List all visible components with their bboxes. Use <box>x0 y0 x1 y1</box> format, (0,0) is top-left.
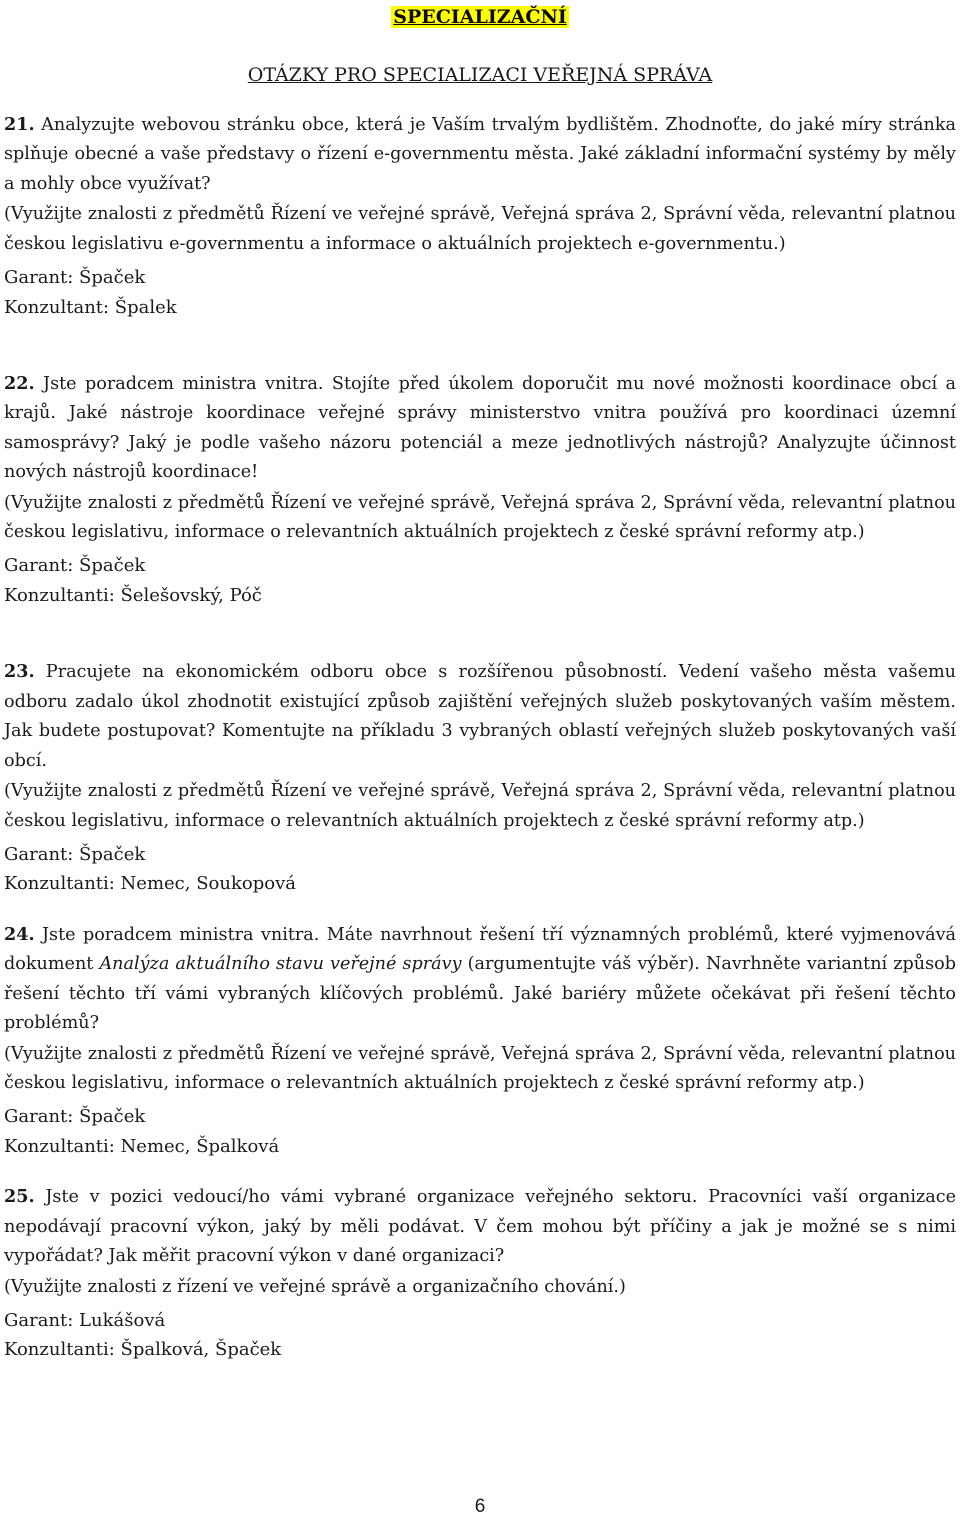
question-note: (Využijte znalosti z předmětů Řízení ve veřejné správě, Veřejná správa 2, Správní věda, relevantní platnou českou legislativu, informace o relevantních aktuálních projektech z české správní reformy atp.) <box>4 781 956 831</box>
garant-line: Garant: Špaček <box>4 555 146 577</box>
question-body-continued: (argumentujte váš výběr). Navrhněte variantní způsob řešení těchto tří vámi vybraných klíčových problémů. Jaké bariéry můžete očekávat při řešení těchto problémů? <box>4 954 957 1034</box>
konzultant-line: Konzultanti: Nemec, Špalková <box>4 1135 280 1157</box>
page-number: 6 <box>474 1496 486 1517</box>
question-text <box>4 920 956 1039</box>
garant-line: Garant: Lukášová <box>4 1309 166 1331</box>
question-body: Analyzujte webovou stránku obce, která je Vaším trvalým bydlištěm. Zhodnoťte, do jaké míry stránka splňuje obecné a vaše představy o řízení e-governmentu města. Jaké základní informační systémy by měly a mohly obce využívat? <box>4 115 956 194</box>
document-subtitle: OTÁZKY PRO SPECIALIZACI VEŘEJNÁ SPRÁVA <box>247 64 713 86</box>
konzultant-line: Konzultanti: Šelešovský, Póč <box>4 584 262 606</box>
question-number: 25. <box>4 1186 35 1208</box>
document-title <box>4 6 956 34</box>
question-text <box>4 110 956 199</box>
konzultant-line: Konzultanti: Špalková, Špaček <box>4 1339 282 1361</box>
garant-line: Garant: Špaček <box>4 1106 146 1128</box>
document-page <box>4 0 956 1365</box>
question-number: 24. <box>4 923 35 945</box>
konzultant-line: Konzultant: Špalek <box>4 296 177 318</box>
question-note: (Využijte znalosti z řízení ve veřejné správě a organizačního chování.) <box>4 1276 626 1297</box>
question-text <box>4 1182 956 1271</box>
question-note: (Využijte znalosti z předmětů Řízení ve veřejné správě, Veřejná správa 2, Správní věda, relevantní platnou českou legislativu e-governmentu a informace o aktuálních projektech e-governmentu.) <box>4 204 956 254</box>
garant-line: Garant: Špaček <box>4 267 146 289</box>
question-body: Jste poradcem ministra vnitra. Stojíte před úkolem doporučit mu nové možnosti koordinace obcí a krajů. Jaké nástroje koordinace veřejné správy ministerstvo vnitra používá pro koordinaci územní samosprávy? Jaký je podle vašeho názoru potenciál a meze jednotlivých nástrojů? Analyzujte účinnost nových nástrojů koordinace! <box>4 374 956 483</box>
question-23 <box>4 657 956 898</box>
question-number: 21. <box>4 114 35 135</box>
question-25 <box>4 1182 956 1365</box>
garant-line: Garant: Špaček <box>4 843 146 865</box>
question-body: Jste v pozici vedoucí/ho vámi vybrané organizace veřejného sektoru. Pracovníci vaší organizace nepodávají pracovní výkon, jaký by měli podávat. V čem mohou být příčiny a jak je možné se s nimi vypořádat? Jak měřit pracovní výkon v dané organizaci? <box>4 1187 957 1267</box>
question-text <box>4 369 956 488</box>
question-21 <box>4 110 956 322</box>
question-note: (Využijte znalosti z předmětů Řízení ve veřejné správě, Veřejná správa 2, Správní věda, relevantní platnou českou legislativu, informace o relevantních aktuálních projektech z české správní reformy atp.) <box>4 1043 956 1093</box>
question-text <box>4 657 956 776</box>
question-24 <box>4 920 956 1161</box>
konzultant-line: Konzultanti: Nemec, Soukopová <box>4 873 296 895</box>
document-title-italic: Analýza aktuálního stavu veřejné správy <box>99 954 462 975</box>
question-body: Jste poradcem ministra vnitra. Máte navrhnout řešení tří významných problémů, které vyjmenovává dokument <box>4 924 957 975</box>
question-22 <box>4 369 956 610</box>
question-body: Pracujete na ekonomickém odboru obce s rozšířenou působností. Vedení vašeho města vašemu odboru zadalo úkol zhodnotit existující způsob zajištění veřejných služeb poskytovaných vaším městem. Jak budete postupovat? Komentujte na příkladu 3 vybraných oblastí veřejných služeb poskytovaných vaší obcí. <box>4 662 956 771</box>
question-note: (Využijte znalosti z předmětů Řízení ve veřejné správě, Veřejná správa 2, Správní věda, relevantní platnou českou legislativu, informace o relevantních aktuálních projektech z české správní reformy atp.) <box>4 492 956 543</box>
title-highlight: SPECIALIZAČNÍ <box>393 6 567 28</box>
question-number: 22. <box>4 373 35 395</box>
question-number: 23. <box>4 661 35 683</box>
